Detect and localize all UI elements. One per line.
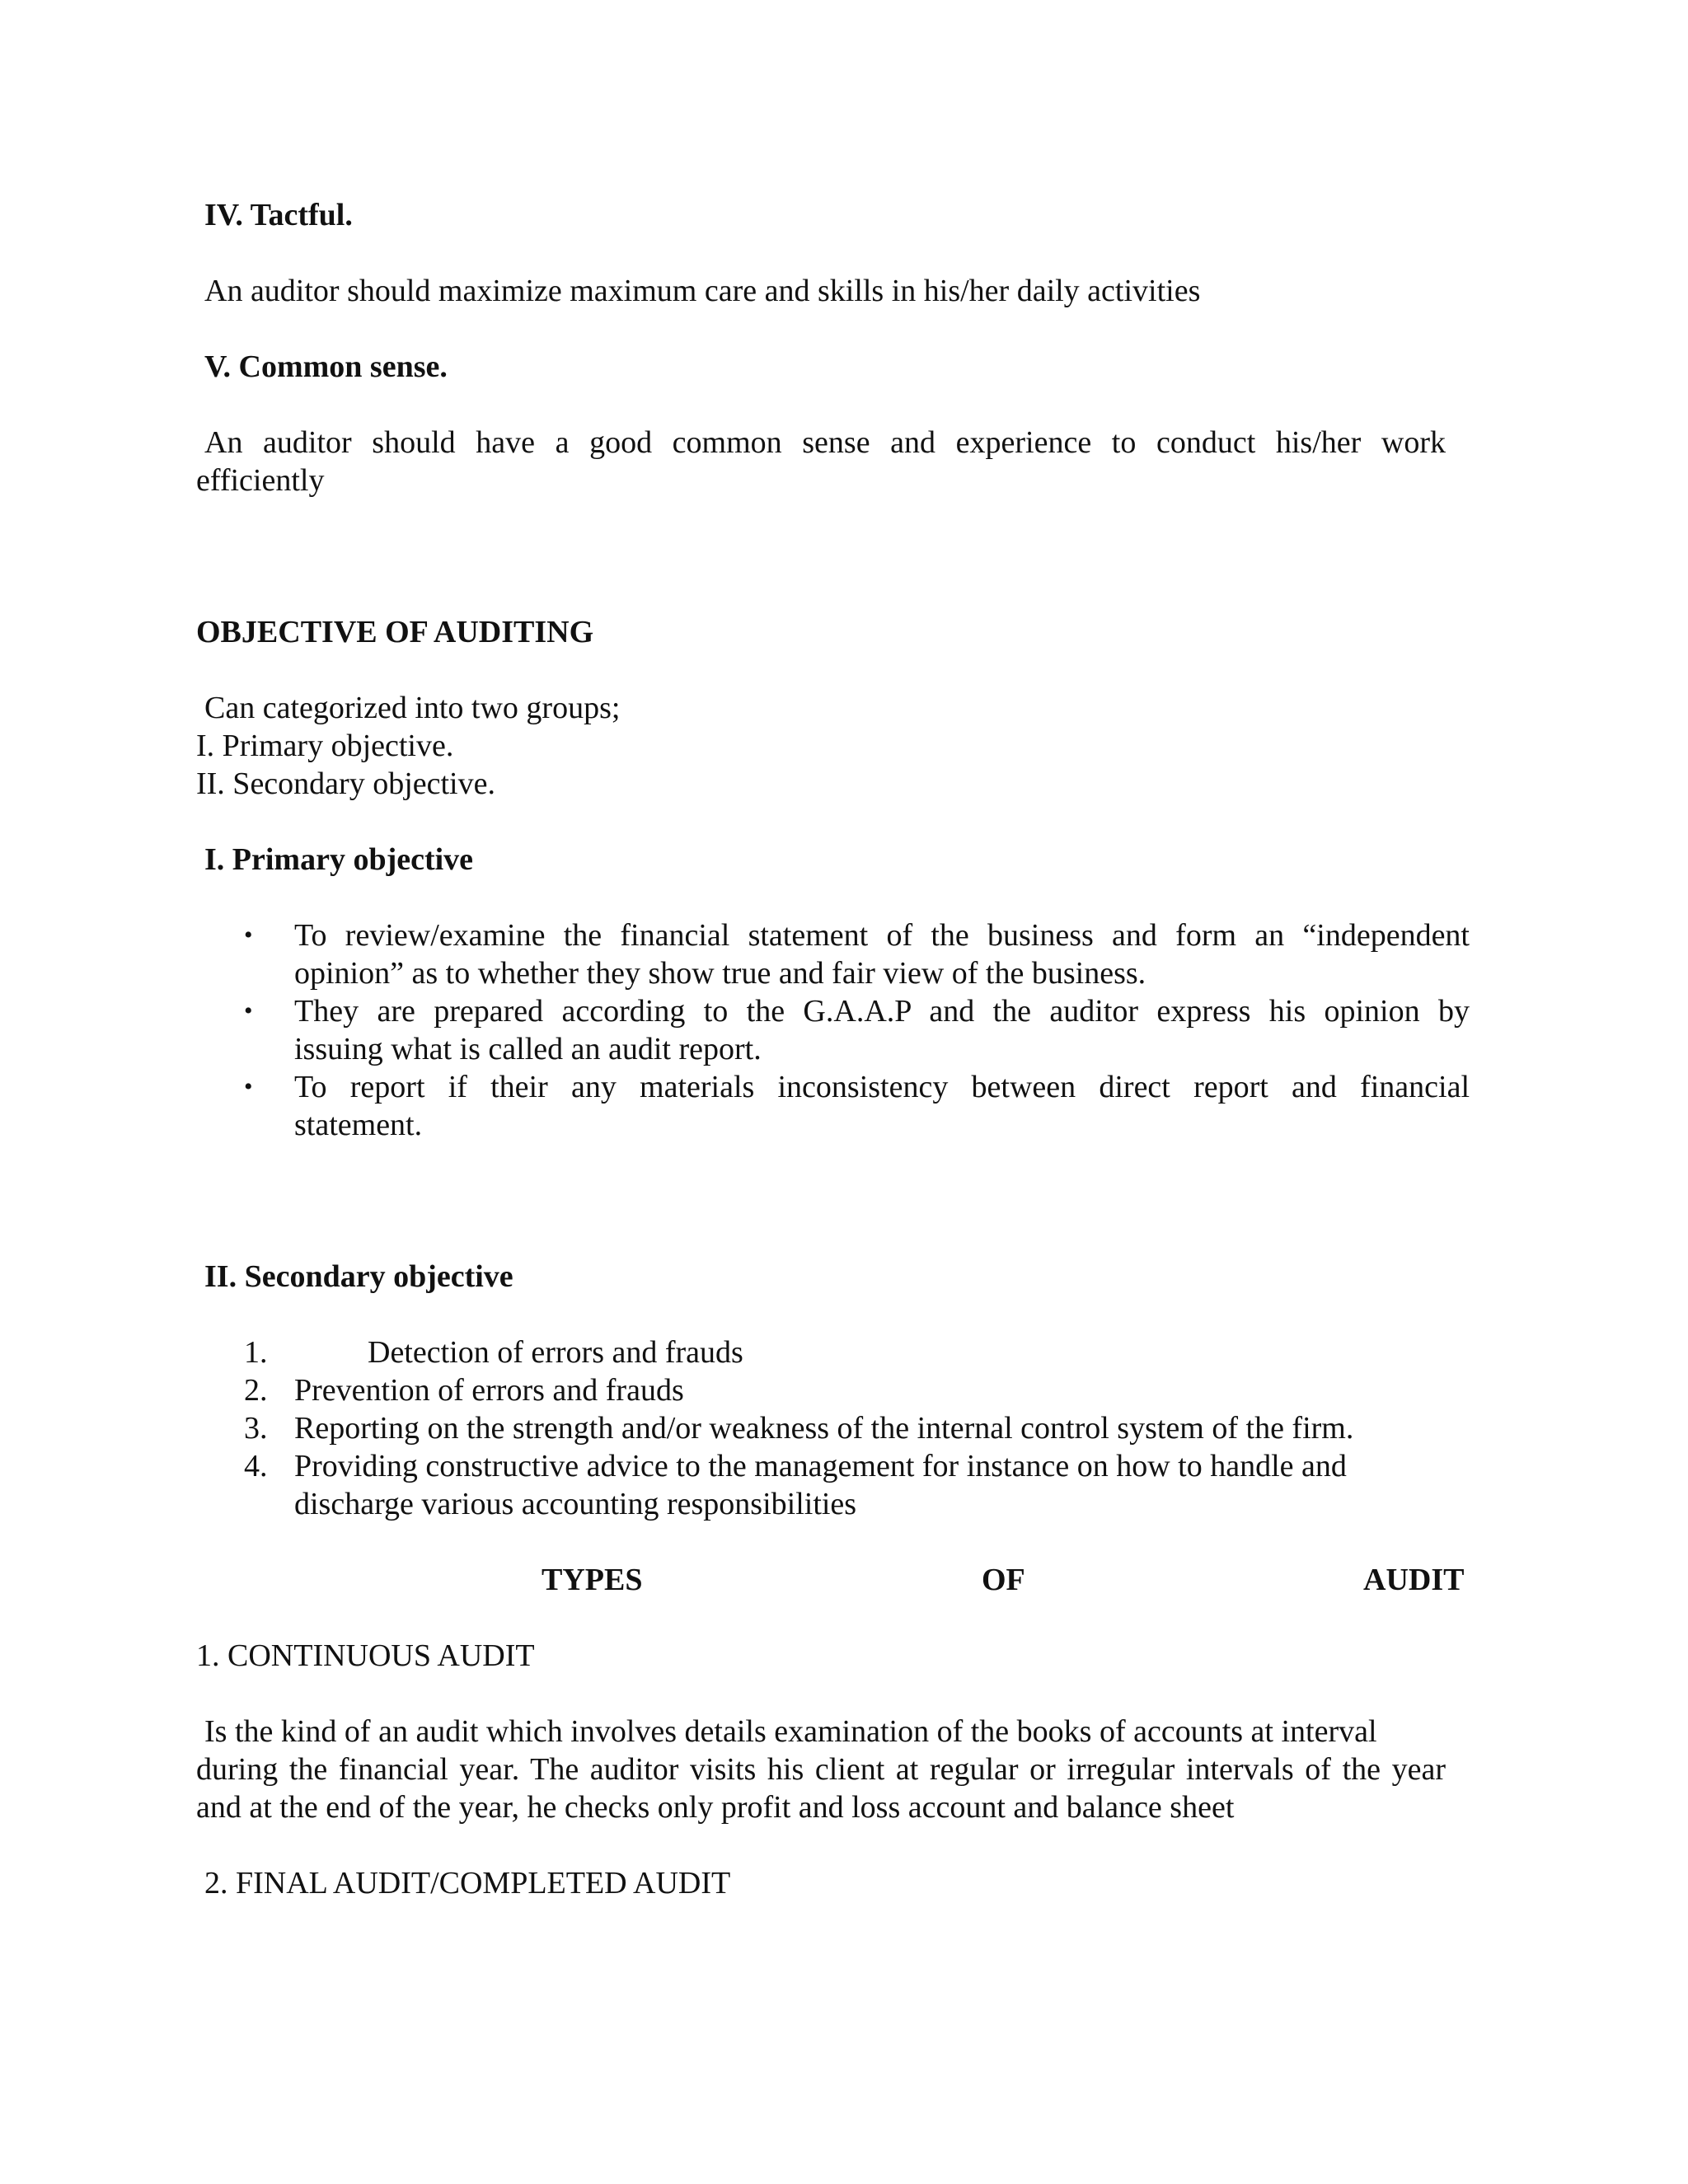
secondary-item-4-line2: discharge various accounting responsibilities xyxy=(294,1487,857,1521)
list-number: 1. xyxy=(244,1335,268,1370)
bullet-icon: • xyxy=(244,997,253,1024)
list-number: 2. xyxy=(244,1373,268,1408)
secondary-item-2: Prevention of errors and frauds xyxy=(294,1373,684,1408)
types-heading-word-of: OF xyxy=(982,1563,1025,1597)
continuous-audit-heading: 1. CONTINUOUS AUDIT xyxy=(196,1638,535,1673)
objective-intro: Can categorized into two groups; xyxy=(204,691,621,725)
primary-item-1-line2: opinion” as to whether they show true and fair view of the business. xyxy=(294,956,1146,991)
tactful-heading: IV. Tactful. xyxy=(204,198,353,232)
primary-item-1-line1: To review/examine the financial statement of the business and form an “independent xyxy=(294,918,1470,953)
list-number: 3. xyxy=(244,1411,268,1446)
objective-group-secondary: II. Secondary objective. xyxy=(196,766,495,801)
objective-group-primary: I. Primary objective. xyxy=(196,729,454,763)
secondary-objective-heading: II. Secondary objective xyxy=(204,1259,513,1294)
list-number: 4. xyxy=(244,1449,268,1483)
common-sense-heading: V. Common sense. xyxy=(204,349,448,384)
final-audit-heading: 2. FINAL AUDIT/COMPLETED AUDIT xyxy=(204,1866,731,1900)
secondary-item-1: Detection of errors and frauds xyxy=(368,1335,743,1370)
secondary-item-4-line1: Providing constructive advice to the management for instance on how to handle and xyxy=(294,1449,1347,1483)
bullet-icon: • xyxy=(244,1073,253,1100)
continuous-audit-line3: and at the end of the year, he checks only profit and loss account and balance sheet xyxy=(196,1790,1235,1825)
types-heading-word-audit: AUDIT xyxy=(1363,1563,1465,1597)
tactful-text: An auditor should maximize maximum care and skills in his/her daily activities xyxy=(204,274,1201,308)
continuous-audit-line2: during the financial year. The auditor visits his client at regular or irregular intervals of the year xyxy=(196,1752,1446,1787)
primary-item-2-line2: issuing what is called an audit report. xyxy=(294,1032,762,1066)
continuous-audit-line1: Is the kind of an audit which involves details examination of the books of accounts at interval xyxy=(204,1714,1377,1749)
common-sense-text-line2: efficiently xyxy=(196,463,325,498)
bullet-icon: • xyxy=(244,921,253,949)
primary-item-2-line1: They are prepared according to the G.A.A.P and the auditor express his opinion by xyxy=(294,994,1470,1029)
common-sense-text-line1: An auditor should have a good common sense and experience to conduct his/her work xyxy=(204,425,1446,460)
types-heading-word-types: TYPES xyxy=(542,1563,643,1597)
objective-heading: OBJECTIVE OF AUDITING xyxy=(196,615,594,649)
secondary-item-3: Reporting on the strength and/or weakness of the internal control system of the firm. xyxy=(294,1411,1354,1446)
primary-objective-heading: I. Primary objective xyxy=(204,842,474,877)
primary-item-3-line2: statement. xyxy=(294,1108,423,1142)
primary-item-3-line1: To report if their any materials inconsistency between direct report and financial xyxy=(294,1070,1470,1104)
